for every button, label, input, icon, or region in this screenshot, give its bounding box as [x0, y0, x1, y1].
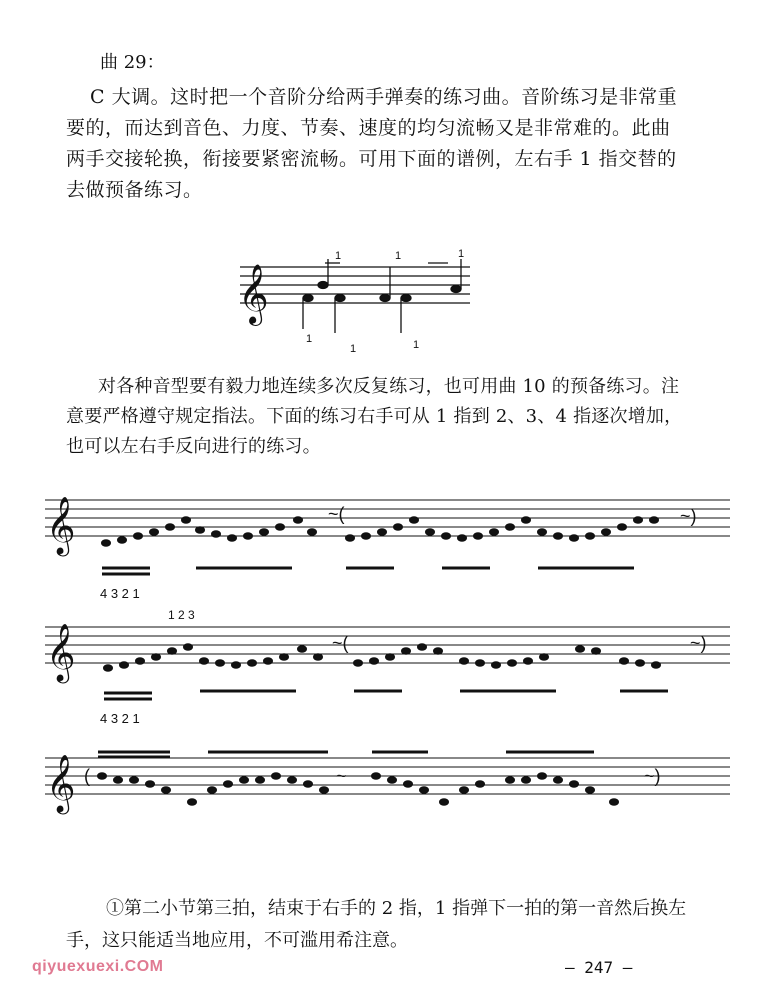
finger-numbers: 4 3 2 1	[100, 586, 140, 600]
svg-text:~): ~)	[644, 766, 661, 786]
svg-text:~): ~)	[680, 506, 697, 526]
page-number: — 247 —	[565, 958, 633, 977]
footnote: ①第二小节第三拍，结束于右手的 2 指，1 指弹下一拍的第一音然后换左手，这只能适当地应用，不可滥用希注意。	[66, 898, 687, 951]
finger-number: 1	[306, 333, 313, 345]
svg-text:~(: ~(	[332, 633, 349, 653]
treble-clef-icon: 𝄞	[46, 755, 76, 811]
score-example-1	[230, 245, 490, 355]
finger-number: 1	[335, 250, 342, 262]
finger-number: 1	[350, 343, 357, 355]
finger-number: 1	[395, 250, 402, 262]
staff-lines	[240, 267, 470, 303]
intro-paragraph: C 大调。这时把一个音阶分给两手弹奏的练习曲。音阶练习是非常重要的，而达到音色、力度、节奏、速度的均匀流畅又是非常难的。此曲两手交接轮换，衔接要紧密流畅。可用下面的谱例，左右手 1 指交替的去做预备练习。	[66, 86, 678, 201]
treble-clef-icon: 𝄞	[46, 624, 76, 680]
practice-paragraph: 对各种音型要有毅力地连续多次反复练习，也可用曲 10 的预备练习。注意要严格遵守规定指法。下面的练习右手可从 1 指到 2、3、4 指逐次增加，也可以左右手反向进行的练习。	[66, 376, 683, 457]
finger-number: 1	[458, 248, 465, 260]
score-system-1	[40, 480, 740, 600]
finger-numbers: 1 2 3	[168, 608, 195, 622]
svg-text:~): ~)	[690, 633, 707, 653]
finger-numbers: 4 3 2 1	[100, 711, 140, 725]
score-system-2	[40, 605, 740, 725]
svg-text:~: ~	[336, 766, 347, 786]
finger-number: 1	[413, 339, 420, 351]
piece-heading: 曲 29：	[100, 52, 165, 73]
svg-text:(: (	[84, 766, 90, 786]
svg-text:~(: ~(	[328, 504, 345, 524]
treble-clef-icon: 𝄞	[46, 497, 76, 553]
watermark-logo: qiyuexuexi.COM	[32, 958, 164, 975]
score-system-3	[40, 740, 740, 850]
treble-clef-icon: 𝄞	[238, 265, 269, 323]
